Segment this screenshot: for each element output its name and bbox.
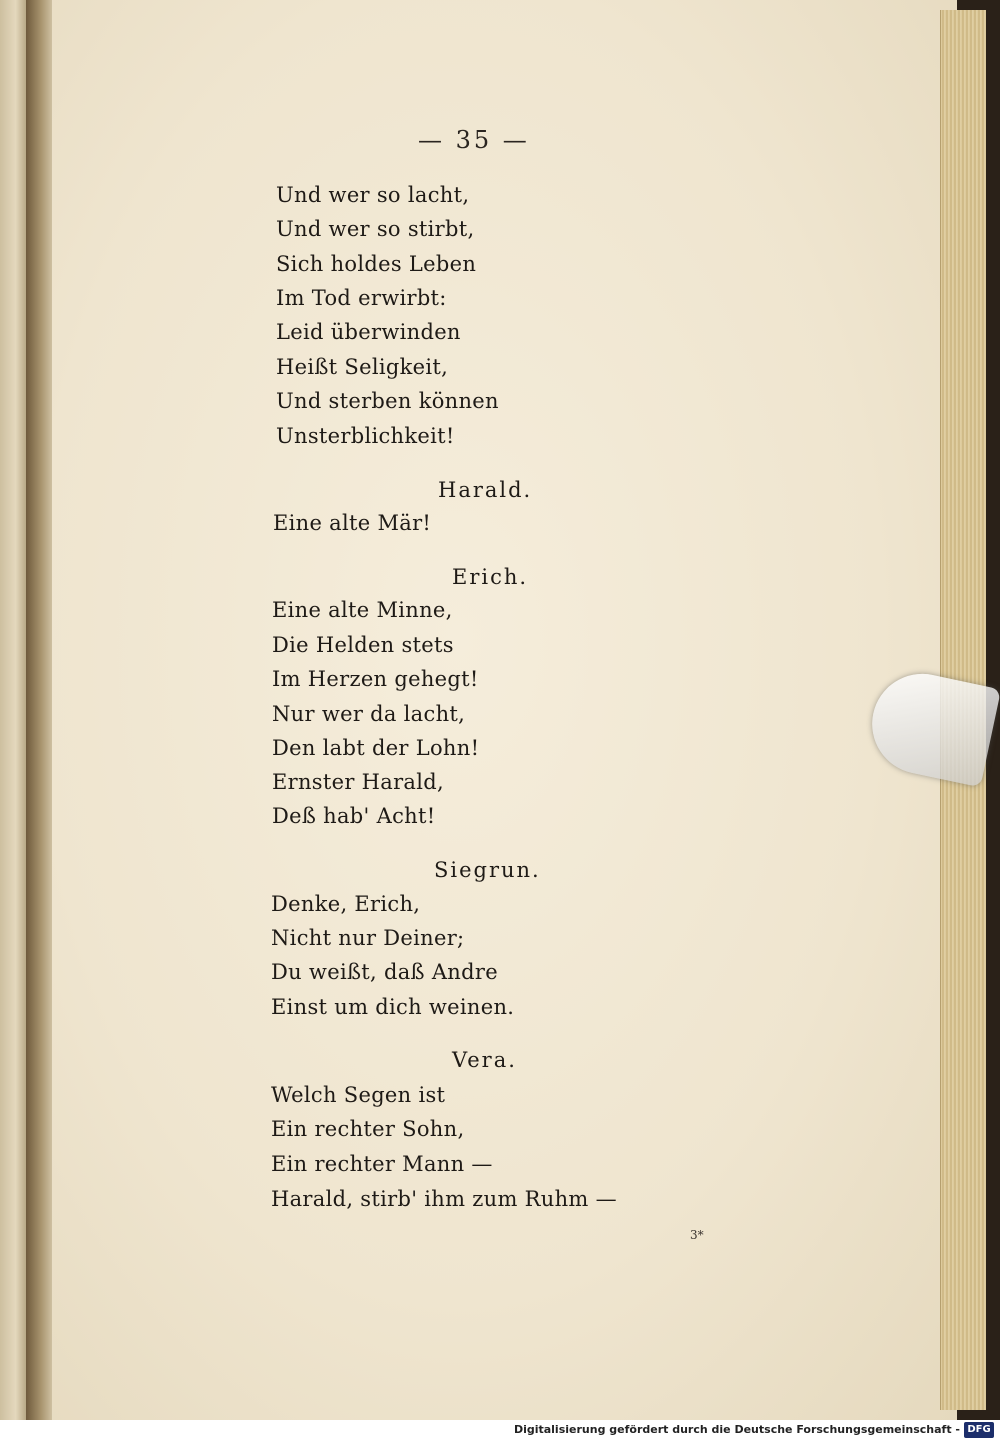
verse-line: Denke, Erich, [271, 892, 421, 916]
verse-line: Welch Segen ist [271, 1083, 446, 1107]
footer-bar [0, 1420, 1000, 1441]
verse-line: Ein rechter Sohn, [271, 1117, 465, 1141]
speaker-name: Erich. [452, 565, 529, 589]
verse-line: Im Herzen gehegt! [272, 667, 479, 691]
verse-line: Eine alte Minne, [272, 598, 453, 622]
left-page-edge [0, 0, 26, 1420]
verse-line: Einst um dich weinen. [271, 995, 515, 1019]
verse-line: Leid überwinden [276, 320, 461, 344]
verse-line: Und wer so lacht, [276, 183, 470, 207]
speaker-name: Siegrun. [434, 858, 541, 882]
verse-line: Nur wer da lacht, [272, 702, 466, 726]
funding-credit: Digitalisierung gefördert durch die Deutsche Forschungsgemeinschaft - [513, 1423, 960, 1436]
verse-line: Unsterblichkeit! [276, 424, 455, 448]
verse-line: Und sterben können [276, 389, 499, 413]
speaker-name: Vera. [452, 1048, 517, 1072]
verse-line: Deß hab' Acht! [272, 804, 436, 828]
verse-line: Du weißt, daß Andre [271, 960, 498, 984]
verse-line: Nicht nur Deiner; [271, 926, 465, 950]
verse-line: Heißt Seligkeit, [276, 355, 449, 379]
signature-mark: 3* [690, 1228, 704, 1242]
page-number: — 35 — [418, 126, 530, 154]
verse-line: Harald, stirb' ihm zum Ruhm — [271, 1187, 617, 1211]
dfg-logo: DFG [964, 1422, 994, 1438]
verse-line: Den labt der Lohn! [272, 736, 480, 760]
verse-line: Ernster Harald, [272, 770, 444, 794]
verse-line: Die Helden stets [272, 633, 454, 657]
verse-line: Und wer so stirbt, [276, 217, 475, 241]
verse-line: Eine alte Mär! [273, 511, 432, 535]
verse-line: Im Tod erwirbt: [276, 286, 447, 310]
verse-line: Sich holdes Leben [276, 252, 477, 276]
speaker-name: Harald. [438, 478, 533, 502]
verse-line: Ein rechter Mann — [271, 1152, 493, 1176]
